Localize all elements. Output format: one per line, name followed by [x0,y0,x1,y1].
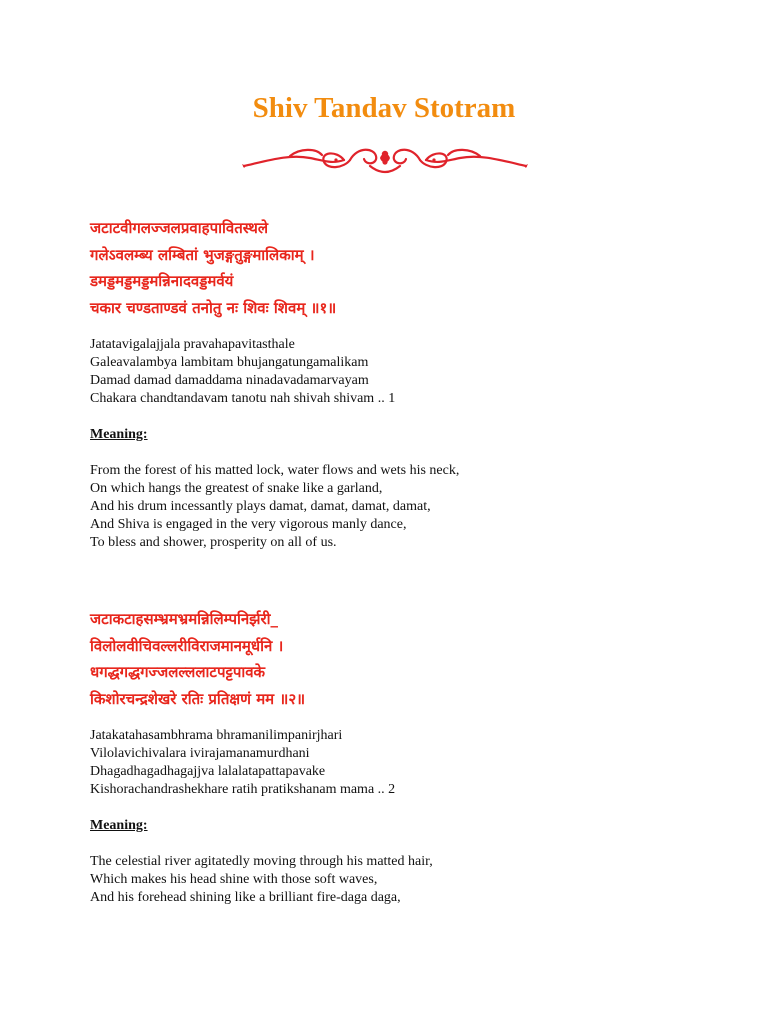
decorative-divider-ornament [240,140,530,180]
verse-2-meaning-label [90,817,710,835]
sanskrit-line: जटाकटाहसम्भ्रमभ्रमन्निलिम्पनिर्झरी_ [90,610,279,628]
meaning-line: Which makes his head shine with those soft waves, [90,872,378,887]
transliteration-line: Vilolavichivalara ivirajamanamurdhani [90,746,310,761]
meaning-line: And his forehead shining like a brilliant fire-daga daga, [90,890,401,905]
verse-1-meaning [90,462,710,552]
transliteration-line: Galeavalambya lambitam bhujangatungamalikam [90,355,369,370]
page-title: Shiv Tandav Stotram [252,92,516,124]
transliteration-line: Jatatavigalajjala pravahapavitasthale [90,337,295,352]
verse-1-transliteration [90,336,710,408]
sanskrit-line: विलोलवीचिवल्लरीविराजमानमूर्धनि । [90,636,284,655]
transliteration-line: Jatakatahasambhrama bhramanilimpanirjhari [90,728,343,743]
meaning-heading: Meaning: [90,818,148,833]
verse-2-sanskrit [90,606,710,712]
meaning-line: On which hangs the greatest of snake like a garland, [90,481,383,496]
meaning-line: From the forest of his matted lock, water flows and wets his neck, [90,463,460,478]
transliteration-line: Chakara chandtandavam tanotu nah shivah shivam .. 1 [90,391,396,406]
sanskrit-line: डमड्डमड्डमड्डमन्निनादवड्डमर्वयं [90,272,234,290]
meaning-line: And his drum incessantly plays damat, damat, damat, damat, [90,499,431,514]
verse-1 [90,215,710,321]
transliteration-line: Dhagadhagadhagajjva lalalatapattapavake [90,764,326,779]
meaning-line: And Shiva is engaged in the very vigorous manly dance, [90,517,407,532]
sanskrit-line: जटाटवीगलज्जलप्रवाहपावितस्थले [90,219,269,237]
transliteration-line: Damad damad damaddama ninadavadamarvayam [90,373,369,388]
sanskrit-line: किशोरचन्द्रशेखरे रतिः प्रतिक्षणं मम ॥२॥ [90,689,306,708]
verse-1-meaning-label [90,426,710,444]
verse-2-meaning [90,853,710,907]
transliteration-line: Kishorachandrashekhare ratih pratikshanam mama .. 2 [90,782,396,797]
sanskrit-line: गलेऽवलम्ब्य लम्बितां भुजङ्गतुङ्गमालिकाम् । [90,245,315,264]
sanskrit-line: चकार चण्डताण्डवं तनोतु नः शिवः शिवम् ॥१॥ [90,298,337,317]
verse-2 [90,606,710,712]
sanskrit-line: धगद्धगद्धगज्जलल्ललाटपट्टपावके [90,663,266,681]
meaning-heading: Meaning: [90,427,148,442]
meaning-line: To bless and shower, prosperity on all of us. [90,535,337,550]
verse-2-transliteration [90,727,710,799]
verse-1-sanskrit [90,215,710,321]
meaning-line: The celestial river agitatedly moving through his matted hair, [90,854,433,869]
